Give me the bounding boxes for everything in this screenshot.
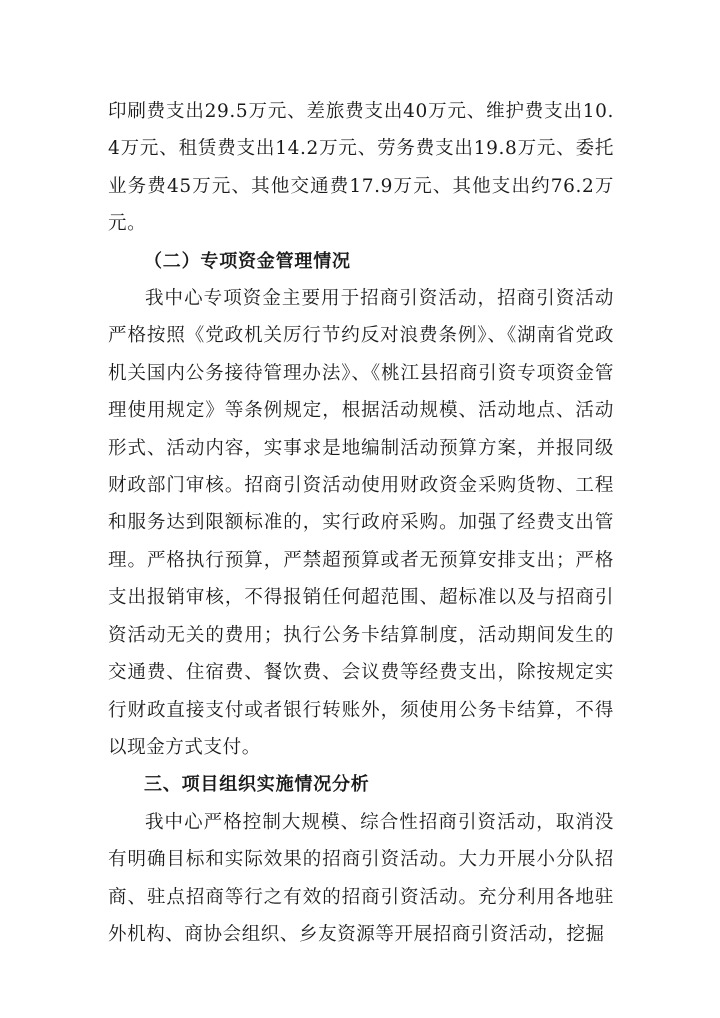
document-body (108, 93, 614, 953)
paragraph-expense-breakdown: 印刷费支出29.5万元、差旅费支出40万元、维护费支出10.4万元、租赁费支出14.2万元、劳务费支出19.8万元、委托业务费45万元、其他交通费17.9万元、其他支出约76.2万元。 (108, 101, 614, 235)
heading-special-fund-management: （二）专项资金管理情况 (144, 250, 351, 272)
paragraph-project-implementation: 我中心严格控制大规模、综合性招商引资活动，取消没有明确目标和实际效果的招商引资活动。大力开展小分队招商、驻点招商等行之有效的招商引资活动。充分利用各地驻外机构、商协会组织、乡友资源等开展招商引资活动，挖掘 (108, 811, 614, 945)
heading-project-implementation-analysis: 三、项目组织实施情况分析 (144, 774, 370, 796)
paragraph-special-fund-management: 我中心专项资金主要用于招商引资活动，招商引资活动严格按照《党政机关厉行节约反对浪费条例》、《湖南省党政机关国内公务接待管理办法》、《桃江县招商引资专项资金管理使用规定》等条例规定，根据活动规模、活动地点、活动形式、活动内容，实事求是地编制活动预算方案，并报同级财政部门审核。招商引资活动使用财政资金采购货物、工程和服务达到限额标准的，实行政府采购。加强了经费支出管理。严格执行预算，严禁超预算或者无预算安排支出；严格支出报销审核，不得报销任何超范围、超标准以及与招商引资活动无关的费用；执行公务卡结算制度，活动期间发生的交通费、住宿费、餐饮费、会议费等经费支出，除按规定实行财政直接支付或者银行转账外，须使用公务卡结算，不得以现金方式支付。 (108, 288, 614, 758)
